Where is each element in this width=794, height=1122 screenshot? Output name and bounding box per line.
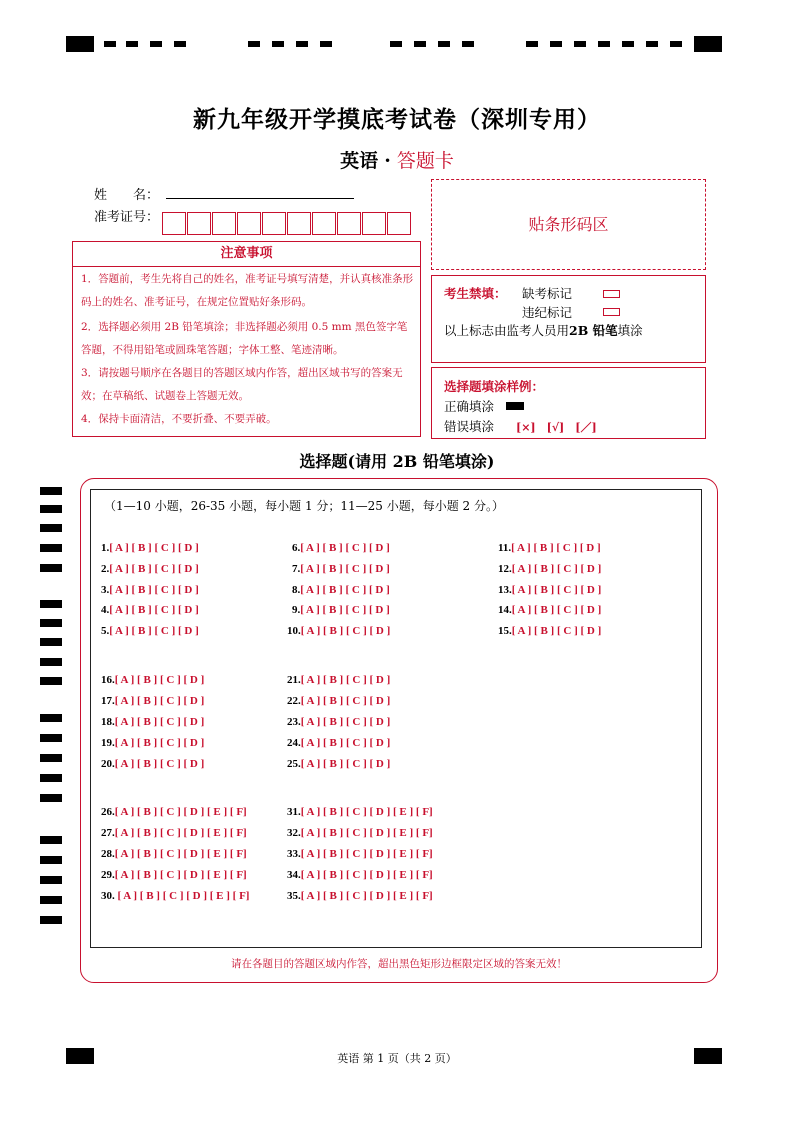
- question-row[interactable]: 32.[ A ] [ B ] [ C ] [ D ] [ E ] [ F]: [287, 827, 433, 839]
- question-row[interactable]: 17.[ A ] [ B ] [ C ] [ D ]: [101, 695, 205, 707]
- fill-example-box: [431, 367, 706, 439]
- question-row[interactable]: 3.[ A ] [ B ] [ C ] [ D ]: [101, 584, 199, 596]
- id-label: 准考证号：: [94, 210, 160, 225]
- correct-fill-sample: [506, 402, 524, 410]
- question-row[interactable]: 2.[ A ] [ B ] [ C ] [ D ]: [101, 563, 199, 575]
- question-row[interactable]: 6.[ A ] [ B ] [ C ] [ D ]: [292, 542, 390, 554]
- subject-label: 英语: [340, 150, 379, 172]
- wrong-fill-samples: [×] [√] [／]: [516, 421, 597, 434]
- fill-example-label: 选择题填涂样例：: [444, 379, 545, 394]
- answer-area-warning: 请在各题目的答题区域内作答，超出黑色矩形边框限定区域的答案无效！: [231, 958, 567, 970]
- question-row[interactable]: 25.[ A ] [ B ] [ C ] [ D ]: [287, 758, 391, 770]
- notice-item-4: 4．保持卡面清洁，不要折叠、不要弄破。: [81, 413, 277, 425]
- question-row[interactable]: 29.[ A ] [ B ] [ C ] [ D ] [ E ] [ F]: [101, 869, 247, 881]
- wrong-fill-label: 错误填涂: [444, 419, 495, 434]
- correct-fill-label: 正确填涂: [444, 399, 495, 414]
- prohibited-label: 考生禁填：: [444, 286, 507, 301]
- separator-dot: ·: [384, 150, 391, 172]
- question-row[interactable]: 14.[ A ] [ B ] [ C ] [ D ]: [498, 604, 602, 616]
- question-row[interactable]: 28.[ A ] [ B ] [ C ] [ D ] [ E ] [ F]: [101, 848, 247, 860]
- question-row[interactable]: 22.[ A ] [ B ] [ C ] [ D ]: [287, 695, 391, 707]
- page-subtitle: [0, 146, 794, 173]
- question-row[interactable]: 34.[ A ] [ B ] [ C ] [ D ] [ E ] [ F]: [287, 869, 433, 881]
- notice-item-1: 1．答题前，考生先将自己的姓名，准考证号填写清楚，并认真核准条形码上的姓名、准考证号，在规定位置贴好条形码。: [81, 273, 414, 308]
- question-row[interactable]: 16.[ A ] [ B ] [ C ] [ D ]: [101, 674, 205, 686]
- name-field[interactable]: [166, 198, 354, 199]
- notice-item-3: 3．请按题号顺序在各题目的答题区域内作答，超出区域书写的答案无效；在草稿纸、试题卷上答题无效。: [81, 367, 403, 402]
- question-row[interactable]: 4.[ A ] [ B ] [ C ] [ D ]: [101, 604, 199, 616]
- question-row[interactable]: 33.[ A ] [ B ] [ C ] [ D ] [ E ] [ F]: [287, 848, 433, 860]
- question-row[interactable]: 5.[ A ] [ B ] [ C ] [ D ]: [101, 625, 199, 637]
- question-row[interactable]: 23.[ A ] [ B ] [ C ] [ D ]: [287, 716, 391, 728]
- question-row[interactable]: 30. [ A ] [ B ] [ C ] [ D ] [ E ] [ F]: [101, 890, 250, 902]
- notice-box: [72, 241, 421, 437]
- question-row[interactable]: 20.[ A ] [ B ] [ C ] [ D ]: [101, 758, 205, 770]
- notice-heading: 注意事项: [73, 242, 420, 267]
- question-row[interactable]: 12.[ A ] [ B ] [ C ] [ D ]: [498, 563, 602, 575]
- prohibited-box: [431, 275, 706, 363]
- barcode-label: 贴条形码区: [528, 215, 609, 234]
- footer-mark-right: [694, 1048, 722, 1064]
- question-row[interactable]: 35.[ A ] [ B ] [ C ] [ D ] [ E ] [ F]: [287, 890, 433, 902]
- question-row[interactable]: 1.[ A ] [ B ] [ C ] [ D ]: [101, 542, 199, 554]
- absent-label: 缺考标记: [522, 286, 573, 301]
- page-footer: 英语 第 1 页（共 2 页）: [337, 1052, 457, 1065]
- question-row[interactable]: 13.[ A ] [ B ] [ C ] [ D ]: [498, 584, 602, 596]
- question-row[interactable]: 11.[ A ] [ B ] [ C ] [ D ]: [498, 542, 601, 554]
- barcode-area: [431, 179, 706, 270]
- question-row[interactable]: 18.[ A ] [ B ] [ C ] [ D ]: [101, 716, 205, 728]
- card-label: 答题卡: [396, 150, 454, 172]
- choice-title: 选择题(请用 2B 铅笔填涂): [299, 452, 495, 471]
- question-row[interactable]: 27.[ A ] [ B ] [ C ] [ D ] [ E ] [ F]: [101, 827, 247, 839]
- question-row[interactable]: 9.[ A ] [ B ] [ C ] [ D ]: [292, 604, 390, 616]
- violation-label: 违纪标记: [522, 305, 573, 320]
- question-row[interactable]: 7.[ A ] [ B ] [ C ] [ D ]: [292, 563, 390, 575]
- question-row[interactable]: 31.[ A ] [ B ] [ C ] [ D ] [ E ] [ F]: [287, 806, 433, 818]
- question-row[interactable]: 15.[ A ] [ B ] [ C ] [ D ]: [498, 625, 602, 637]
- question-row[interactable]: 10.[ A ] [ B ] [ C ] [ D ]: [287, 625, 391, 637]
- question-row[interactable]: 21.[ A ] [ B ] [ C ] [ D ]: [287, 674, 391, 686]
- question-row[interactable]: 26.[ A ] [ B ] [ C ] [ D ] [ E ] [ F]: [101, 806, 247, 818]
- violation-mark-box[interactable]: [603, 308, 620, 316]
- page-title: 新九年级开学摸底考试卷（深圳专用）: [193, 106, 601, 133]
- question-row[interactable]: 19.[ A ] [ B ] [ C ] [ D ]: [101, 737, 205, 749]
- question-row[interactable]: 8.[ A ] [ B ] [ C ] [ D ]: [292, 584, 390, 596]
- notice-item-2: 2．选择题必须用 2B 铅笔填涂；非选择题必须用 0.5 mm 黑色签字笔答题，不得用铅笔或圆珠笔答题；字体工整、笔迹清晰。: [81, 321, 408, 356]
- absent-mark-box[interactable]: [603, 290, 620, 298]
- question-row[interactable]: 24.[ A ] [ B ] [ C ] [ D ]: [287, 737, 391, 749]
- prohibited-note: 以上标志由监考人员用2B 铅笔填涂: [444, 323, 643, 338]
- name-label: 姓 名：: [94, 188, 160, 203]
- choice-instruction: （1—10 小题，26-35 小题，每小题 1 分；11—25 小题，每小题 2 分。）: [104, 499, 505, 513]
